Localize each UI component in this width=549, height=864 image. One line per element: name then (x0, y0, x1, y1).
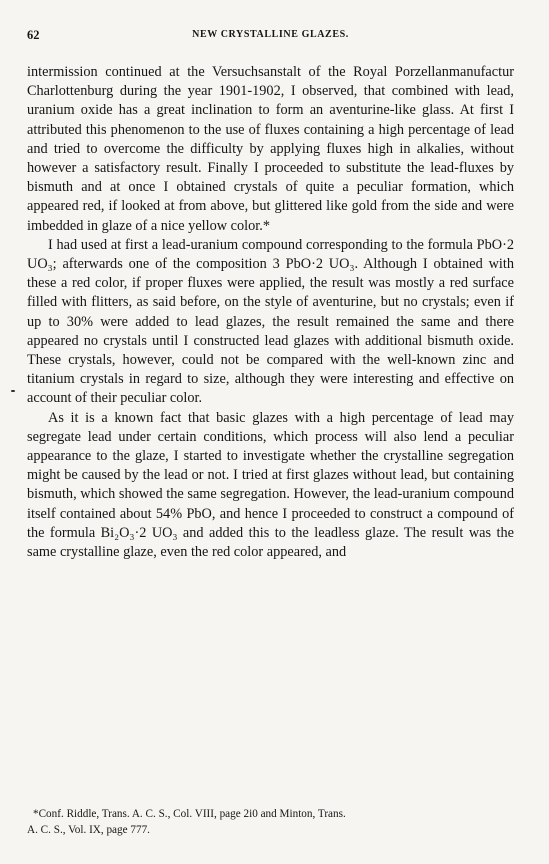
footnote (27, 806, 514, 838)
footnote-line-1: *Conf. Riddle, Trans. A. C. S., Col. VIII, page 2i0 and Minton, Trans. (33, 808, 346, 820)
page-header (27, 28, 514, 48)
margin-mark (11, 390, 15, 392)
page-number: 62 (27, 28, 40, 42)
paragraph-1: intermission continued at the Versuchsanstalt of the Royal Porzellanmanufactur Charlottenburg during the year 1901-1902, I observed, that combined with lead, uranium oxide has a great inclination to form an aventurine-like glass. At first I attributed this phenomenon to the use of fluxes containing a high percentage of lead and tried to overcome the difficulty by applying fluxes high in alkalies, without however a satisfactory result. Finally I proceeded to substitute the lead-fluxes by bismuth and at once I obtained crystals of quite a peculiar formation, which appeared red, if looked at from above, but glittered like gold from the side and were imbedded in glaze of a nice yellow color.* (27, 64, 514, 234)
paragraph-2: I had used at first a lead-uranium compound corresponding to the formula PbO·2 UO₃; afterwards one of the composition 3 PbO·2 UO₃. Although I obtained with these a red color, if proper fluxes were applied, the result was mostly a red surface filled with flitters, as said before, on the style of aventurine, but no crystals; even if up to 30% were added to lead glazes, the result remained the same and there appeared no crystals until I constructed lead glazes with additional bismuth oxide. These crystals, however, could not be compared with the well-known zinc and titanium crystals in regard to size, although they were interesting and effective on account of their peculiar color. (27, 236, 514, 407)
body-text (27, 63, 514, 562)
paragraph-3: As it is a known fact that basic glazes with a high percentage of lead may segregate lead under certain conditions, which process will also lend a peculiar appearance to the glaze, I started to investigate whether the crystalline segregation might be caused by the lead or not. I tried at first glazes without lead, but containing bismuth, which showed the same segregation. However, the lead-uranium compound itself contained about 54% PbO, and hence I proceeded to construct a compound of the formula Bi₂O₃·2 UO₃ and added this to the leadless glaze. The result was the same crystalline glaze, even the red color appeared, and (27, 409, 514, 561)
footnote-line-2: A. C. S., Vol. IX, page 777. (27, 824, 150, 836)
running-title: NEW CRYSTALLINE GLAZES. (192, 29, 349, 40)
